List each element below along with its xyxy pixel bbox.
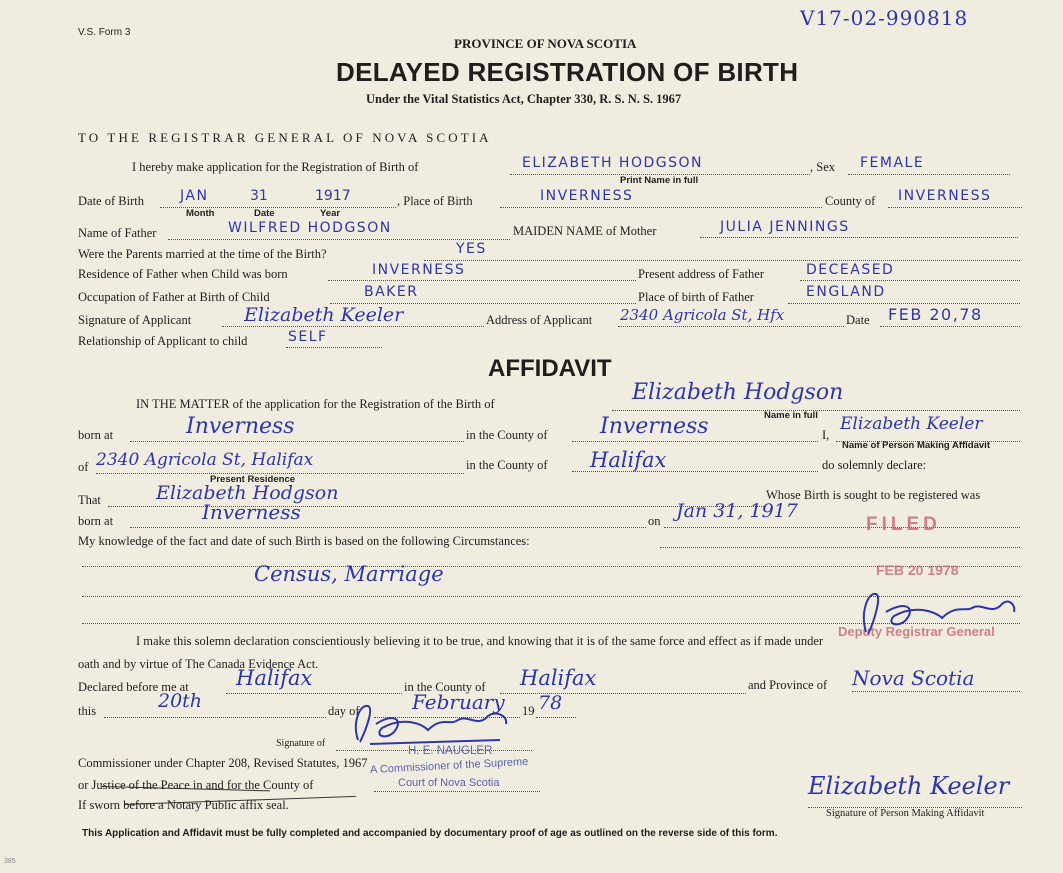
on-label: on: [648, 514, 661, 528]
sig-applicant-value[interactable]: Elizabeth Keeler: [244, 304, 404, 326]
county3-value[interactable]: Halifax: [520, 666, 597, 690]
married-label: Were the Parents married at the time of the Birth?: [78, 247, 327, 261]
solemn-line-1: I make this solemn declaration conscientiously believing it to be true, and knowing that it is of the same force and effect as if made under: [136, 634, 824, 648]
registrar-signature: [846, 582, 1026, 642]
to-registrar-line: TO THE REGISTRAR GENERAL OF NOVA SCOTIA: [78, 130, 492, 145]
born-at-value[interactable]: Inverness: [186, 414, 295, 439]
form-subtitle: Under the Vital Statistics Act, Chapter 330, R. S. N. S. 1967: [366, 92, 682, 106]
commissioner-signature: [330, 700, 530, 748]
present-addr-label: Present address of Father: [638, 267, 765, 281]
day-of-label: day of: [328, 704, 360, 718]
province-value[interactable]: Nova Scotia: [852, 666, 975, 690]
relationship-label: Relationship of Applicant to child: [78, 334, 248, 348]
county-label: County of: [825, 194, 876, 208]
father-pob-value[interactable]: ENGLAND: [806, 284, 886, 300]
father-label: Name of Father: [78, 226, 157, 240]
on-date-value[interactable]: Jan 31, 1917: [676, 500, 798, 522]
residence-hint: Present Residence: [210, 474, 296, 485]
year-value[interactable]: 78: [538, 692, 563, 714]
footer-note: This Application and Affidavit must be fully completed and accompanied by documentary proof of age as outlined on the reverse side of this form.: [82, 828, 778, 839]
day-value[interactable]: 20th: [158, 690, 203, 712]
in-county-label-1: in the County of: [466, 428, 548, 442]
solemn-line-2: oath and by virtue of The Canada Evidence Act.: [78, 657, 319, 671]
that-name-value[interactable]: Elizabeth Hodgson: [156, 482, 339, 504]
whose-birth-label: Whose Birth is sought to be registered was: [766, 488, 981, 502]
sig-of-label: Signature of: [276, 738, 326, 749]
print-name-hint: Print Name in full: [620, 175, 699, 186]
born-at-label-2: born at: [78, 514, 114, 528]
father-name-value[interactable]: WILFRED HODGSON: [228, 220, 392, 236]
form-number: V.S. Form 3: [78, 27, 131, 38]
affiant-sig-label: Signature of Person Making Affidavit: [826, 808, 985, 819]
married-value[interactable]: YES: [456, 241, 487, 257]
born-at-label: born at: [78, 428, 114, 442]
addr-applicant-label: Address of Applicant: [486, 313, 593, 327]
name-hint: Name in full: [764, 410, 818, 421]
relationship-value[interactable]: SELF: [288, 329, 328, 345]
in-county-label-2: in the County of: [466, 458, 548, 472]
notary-label: If sworn before a Notary Public affix seal.: [78, 798, 289, 812]
county1-value[interactable]: Inverness: [600, 414, 709, 439]
county-value[interactable]: INVERNESS: [898, 188, 992, 204]
year-prefix: 19: [522, 704, 535, 718]
affidavit-name-value[interactable]: Elizabeth Hodgson: [632, 380, 844, 405]
commissioner-name-stamp: H. E. NAUGLER: [408, 745, 493, 757]
father-pob-label: Place of birth of Father: [638, 290, 754, 304]
date-hint: Date: [254, 208, 275, 219]
residence-value[interactable]: 2340 Agricola St, Halifax: [96, 450, 314, 470]
place-of-birth-label: , Place of Birth: [397, 194, 473, 208]
filed-date-stamp: FEB 20 1978: [876, 562, 959, 578]
affiant-hint: Name of Person Making Affidavit: [842, 440, 990, 451]
declared-at-value[interactable]: Halifax: [236, 666, 313, 690]
affiant-signature[interactable]: Elizabeth Keeler: [808, 772, 1010, 800]
year-hint: Year: [320, 208, 341, 219]
mother-name-value[interactable]: JULIA JENNINGS: [720, 219, 850, 235]
form-title: DELAYED REGISTRATION OF BIRTH: [336, 57, 799, 87]
commissioner-court-stamp: Court of Nova Scotia: [398, 777, 500, 789]
intro-label: I hereby make application for the Registration of Birth of: [132, 160, 419, 174]
sex-value[interactable]: FEMALE: [860, 155, 925, 171]
commissioner-title-stamp: A Commissioner of the Supreme: [369, 755, 529, 777]
dob-month-value[interactable]: JAN: [180, 188, 209, 204]
that-label: That: [78, 493, 101, 507]
res-father-label: Residence of Father when Child was born: [78, 267, 288, 281]
county2-value[interactable]: Halifax: [590, 448, 667, 472]
sig-applicant-label: Signature of Applicant: [78, 313, 192, 327]
child-name-value[interactable]: ELIZABETH HODGSON: [522, 155, 703, 171]
dob-date-value[interactable]: 31: [250, 188, 268, 204]
of-label: of: [78, 460, 89, 474]
month-hint: Month: [186, 208, 215, 219]
circumstances-value[interactable]: Census, Marriage: [254, 562, 444, 586]
occupation-label: Occupation of Father at Birth of Child: [78, 290, 270, 304]
affidavit-heading: AFFIDAVIT: [488, 355, 612, 382]
jp-label: or Justice of the Peace in and for the County of: [78, 778, 314, 792]
occupation-value[interactable]: BAKER: [364, 284, 419, 300]
month-value[interactable]: February: [412, 690, 505, 714]
county3-label: in the County of: [404, 680, 486, 694]
commissioner-label: Commissioner under Chapter 208, Revised Statutes, 1967: [78, 756, 368, 770]
date-value[interactable]: FEB 20,78: [888, 305, 983, 324]
filed-stamp: FILED: [866, 514, 941, 535]
registration-number: V17-02-990818: [800, 6, 969, 30]
i-label: I,: [822, 428, 830, 442]
this-label: this: [78, 704, 97, 718]
born-at-2-value[interactable]: Inverness: [202, 500, 301, 524]
dob-label: Date of Birth: [78, 194, 144, 208]
present-addr-value[interactable]: DECEASED: [806, 262, 895, 278]
province-heading: PROVINCE OF NOVA SCOTIA: [454, 36, 637, 51]
deputy-registrar-stamp: Deputy Registrar General: [838, 624, 995, 639]
declared-label: Declared before me at: [78, 680, 189, 694]
margin-code: 385: [4, 858, 16, 865]
dob-year-value[interactable]: 1917: [315, 188, 351, 204]
place-of-birth-value[interactable]: INVERNESS: [540, 188, 634, 204]
date-label: Date: [846, 313, 870, 327]
mother-label: MAIDEN NAME of Mother: [513, 224, 657, 238]
sex-label: , Sex: [810, 160, 835, 174]
declare-label: do solemnly declare:: [822, 458, 927, 472]
addr-applicant-value[interactable]: 2340 Agricola St, Hfx: [620, 306, 785, 324]
res-father-value[interactable]: INVERNESS: [372, 262, 466, 278]
matter-label: IN THE MATTER of the application for the Registration of the Birth of: [136, 397, 495, 411]
affiant-value[interactable]: Elizabeth Keeler: [840, 414, 983, 434]
province-label: and Province of: [748, 678, 828, 692]
knowledge-label: My knowledge of the fact and date of such Birth is based on the following Circumstances:: [78, 534, 530, 548]
